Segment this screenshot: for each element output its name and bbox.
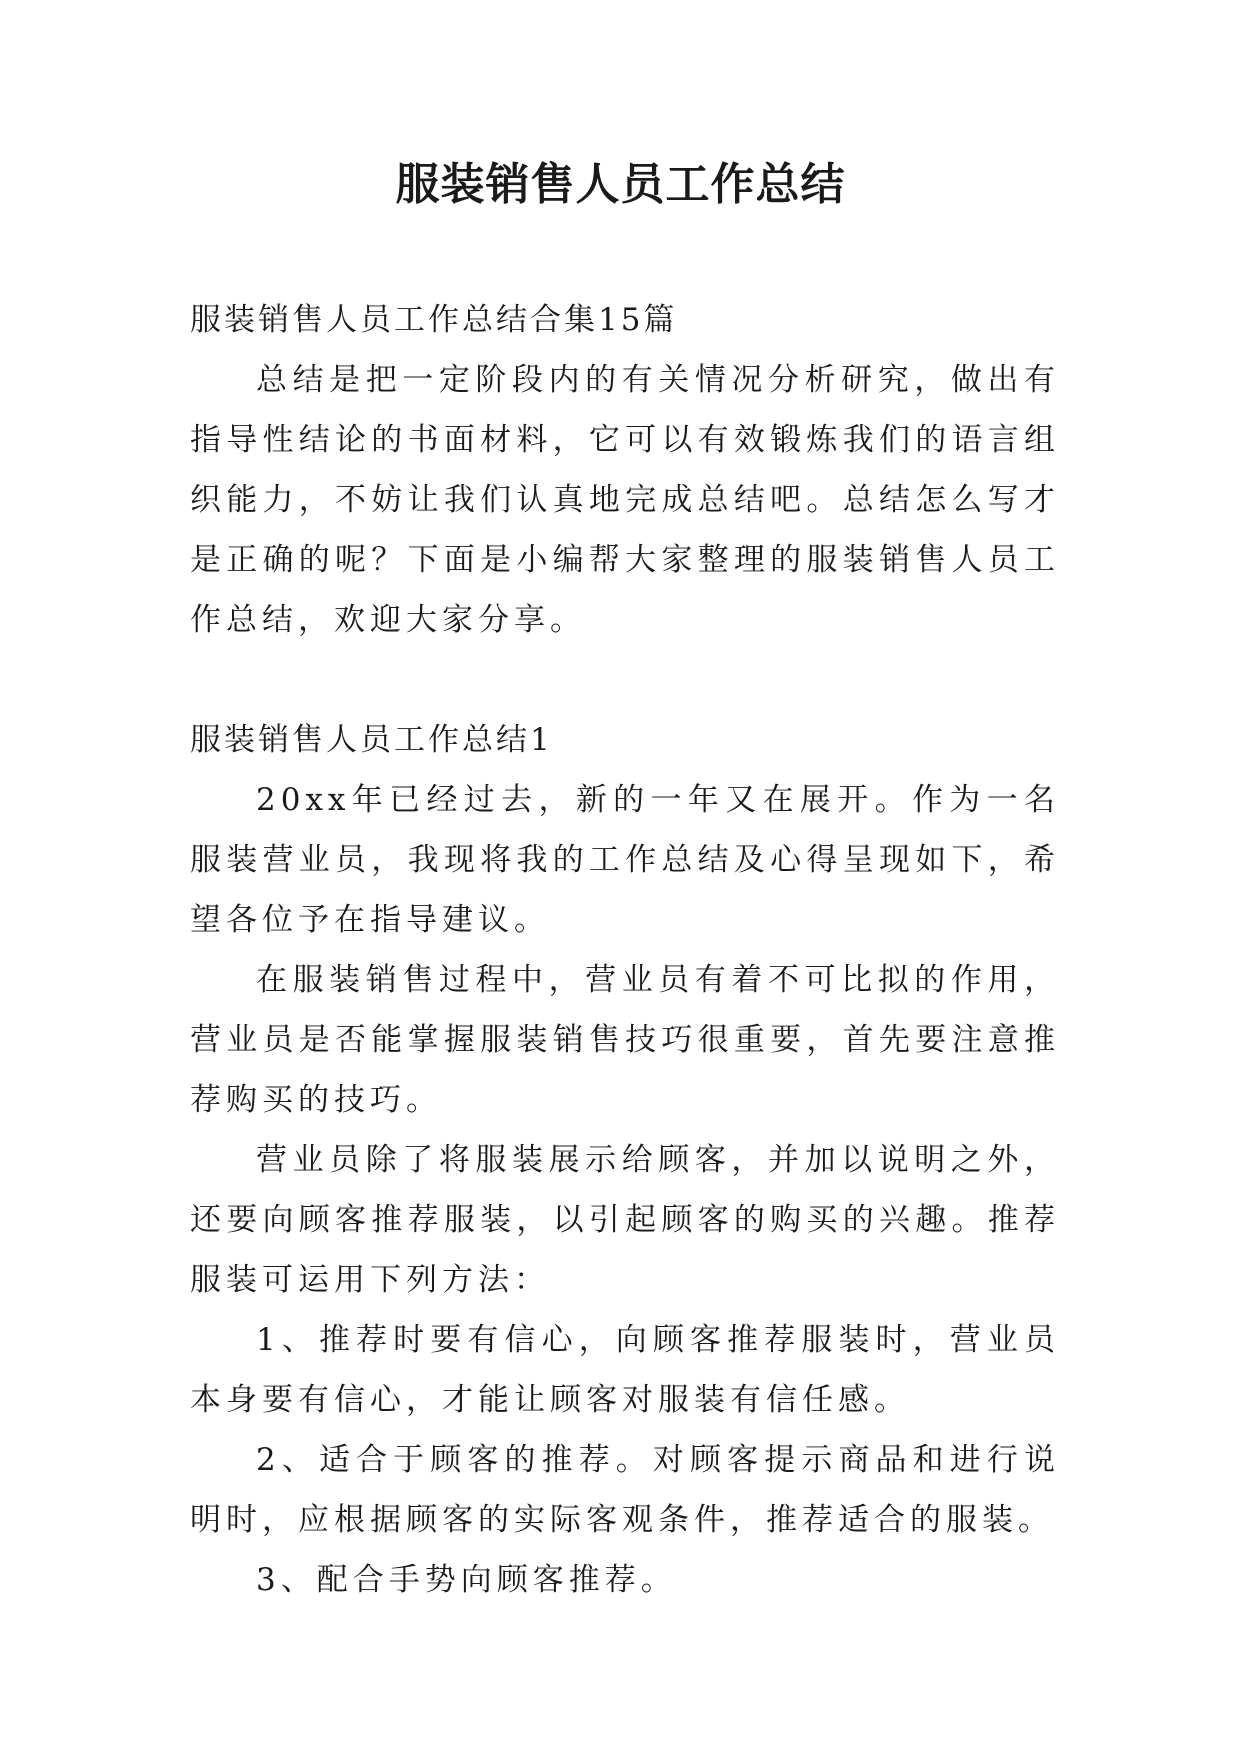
paragraph: 20xx年已经过去，新的一年又在展开。作为一名服装营业员，我现将我的工作总结及心得呈现如下，希望各位予在指导建议。: [190, 782, 1060, 938]
document-body: [190, 290, 1060, 1610]
paragraph: 营业员除了将服装展示给顾客，并加以说明之外，还要向顾客推荐服装，以引起顾客的购买的兴趣。推荐服装可运用下列方法：: [190, 1142, 1060, 1298]
list-item: 3、配合手势向顾客推荐。: [256, 1562, 677, 1598]
list-item: 2、适合于顾客的推荐。对顾客提示商品和进行说明时，应根据顾客的实际客观条件，推荐适合的服装。: [190, 1442, 1060, 1538]
collection-heading: 服装销售人员工作总结合集15篇: [190, 302, 678, 338]
paragraph: 在服装销售过程中，营业员有着不可比拟的作用，营业员是否能掌握服装销售技巧很重要，首先要注意推荐购买的技巧。: [190, 962, 1060, 1118]
page-title: 服装销售人员工作总结: [395, 159, 846, 210]
intro-paragraph: 总结是把一定阶段内的有关情况分析研究，做出有指导性结论的书面材料，它可以有效锻炼我们的语言组织能力，不妨让我们认真地完成总结吧。总结怎么写才是正确的呢？下面是小编帮大家整理的服装销售人员工作总结，欢迎大家分享。: [190, 362, 1060, 638]
list-item: 1、推荐时要有信心，向顾客推荐服装时，营业员本身要有信心，才能让顾客对服装有信任感。: [190, 1322, 1060, 1418]
section-heading: 服装销售人员工作总结1: [190, 722, 553, 758]
section-spacer: [190, 650, 1060, 710]
